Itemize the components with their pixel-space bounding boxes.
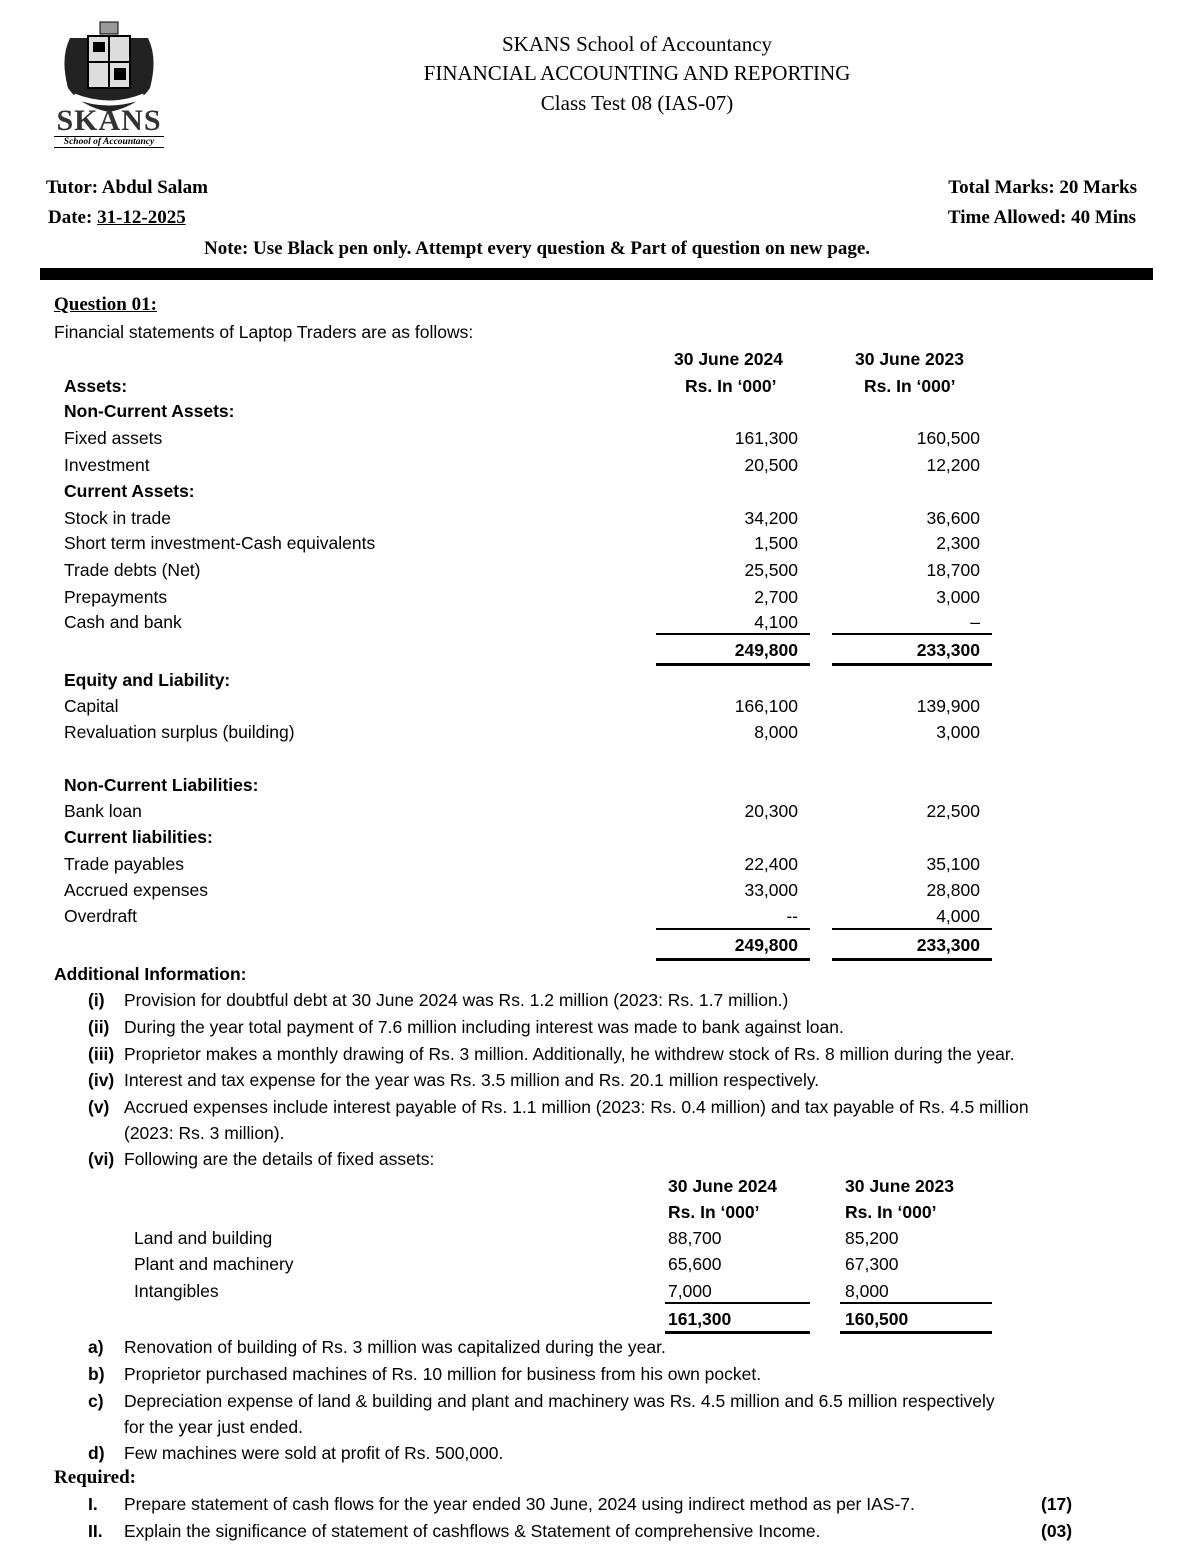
fa-col-2023-date: 30 June 2023: [845, 1176, 954, 1196]
item-text: Proprietor purchased machines of Rs. 10 million for business from his own pocket.: [124, 1364, 762, 1384]
row-value-2024: 33,000: [744, 880, 798, 900]
list-item: [88, 990, 788, 1011]
row-value-2024: 2,700: [754, 587, 798, 607]
row-value-2023: –: [970, 612, 980, 632]
row-value-2024: 166,100: [734, 696, 798, 716]
item-text-continued: (2023: Rs. 3 million).: [124, 1123, 285, 1143]
row-value-2023: 67,300: [845, 1254, 899, 1274]
row-label: Plant and machinery: [134, 1254, 294, 1274]
total-2024: 249,800: [734, 935, 798, 955]
assets-label: Assets:: [64, 376, 128, 396]
list-item: [88, 1391, 995, 1412]
item-number: a): [88, 1337, 104, 1357]
list-item: [88, 1149, 434, 1170]
item-text: During the year total payment of 7.6 million including interest was made to bank against loan.: [124, 1017, 844, 1037]
row-value-2023: 4,000: [936, 906, 980, 926]
logo-name: SKANS: [56, 104, 162, 137]
total-rule: [832, 928, 992, 930]
list-item: [88, 1337, 666, 1358]
row-value-2024: 65,600: [668, 1254, 722, 1274]
total-rule: [832, 663, 992, 666]
col-2024-date: 30 June 2024: [674, 349, 783, 369]
ncl-label: Non-Current Liabilities:: [64, 775, 259, 795]
item-text: Explain the significance of statement of cashflows & Statement of comprehensive Income.: [124, 1521, 821, 1541]
test-date: [48, 207, 186, 229]
item-text: Prepare statement of cash flows for the year ended 30 June, 2024 using indirect method as per IAS-7.: [124, 1494, 915, 1514]
col-2023-unit: Rs. In ‘000’: [864, 376, 956, 396]
total-2024: 249,800: [734, 640, 798, 660]
school-name: SKANS School of Accountancy: [501, 32, 773, 56]
current-assets-label: Current Assets:: [64, 481, 195, 501]
fa-col-2024-date: 30 June 2024: [668, 1176, 777, 1196]
item-number: d): [88, 1443, 105, 1463]
list-item: [88, 1364, 761, 1385]
item-text: Proprietor makes a monthly drawing of Rs. 3 million. Additionally, he withdrew stock of Rs. 8 million during the year.: [124, 1044, 1015, 1064]
list-item: [88, 1070, 819, 1091]
row-value-2024: 25,500: [744, 560, 798, 580]
row-label: Trade debts (Net): [64, 560, 201, 580]
row-label: Bank loan: [64, 801, 142, 821]
row-value-2023: 160,500: [916, 428, 980, 448]
row-value-2023: 85,200: [845, 1228, 899, 1248]
total-2023: 160,500: [845, 1309, 909, 1329]
row-value-2023: 12,200: [926, 455, 980, 475]
row-label: Trade payables: [64, 854, 184, 874]
row-value-2024: 161,300: [734, 428, 798, 448]
item-number: (iv): [88, 1070, 115, 1090]
row-value-2024: 34,200: [744, 508, 798, 528]
row-label: Land and building: [134, 1228, 273, 1248]
row-value-2023: 35,100: [926, 854, 980, 874]
total-rule: [656, 633, 810, 635]
row-label: Stock in trade: [64, 508, 171, 528]
row-label: Fixed assets: [64, 428, 163, 448]
col-2024-unit: Rs. In ‘000’: [685, 376, 777, 396]
row-value-2024: 7,000: [668, 1281, 712, 1301]
row-label: Cash and bank: [64, 612, 182, 632]
row-value-2024: 88,700: [668, 1228, 722, 1248]
item-number: I.: [88, 1494, 98, 1514]
row-value-2023: 36,600: [926, 508, 980, 528]
total-2023: 233,300: [916, 640, 980, 660]
row-label: Accrued expenses: [64, 880, 208, 900]
row-label: Short term investment-Cash equivalents: [64, 533, 376, 553]
total-rule: [656, 663, 810, 666]
item-text: Few machines were sold at profit of Rs. 500,000.: [124, 1443, 504, 1463]
total-rule: [656, 928, 810, 930]
item-number: (vi): [88, 1149, 115, 1169]
total-rule: [665, 1331, 810, 1334]
logo-tagline: School of Accountancy: [54, 136, 164, 148]
cl-label: Current liabilities:: [64, 827, 213, 847]
row-value-2023: 3,000: [936, 587, 980, 607]
non-current-assets-label: Non-Current Assets:: [64, 401, 235, 421]
item-text: Following are the details of fixed assets:: [124, 1149, 435, 1169]
row-label: Prepayments: [64, 587, 168, 607]
marks: (17): [1041, 1494, 1073, 1514]
fa-col-2024-unit: Rs. In ‘000’: [668, 1202, 760, 1222]
item-number: II.: [88, 1521, 103, 1541]
item-text: Depreciation expense of land & building and plant and machinery was Rs. 4.5 million and 6.5 million respectively: [124, 1391, 995, 1411]
total-rule: [665, 1302, 810, 1304]
list-item: [88, 1017, 844, 1038]
list-item: [88, 1097, 1029, 1118]
row-value-2024: 8,000: [754, 722, 798, 742]
item-number: b): [88, 1364, 105, 1384]
list-item: [88, 1443, 503, 1464]
time-allowed: Time Allowed: 40 Mins: [947, 207, 1136, 228]
item-text: Provision for doubtful debt at 30 June 2024 was Rs. 1.2 million (2023: Rs. 1.7 million.): [124, 990, 789, 1010]
total-2024: 161,300: [668, 1309, 732, 1329]
test-title: Class Test 08 (IAS-07): [540, 91, 734, 115]
row-label: Investment: [64, 455, 150, 475]
row-label: Revaluation surplus (building): [64, 722, 295, 742]
row-label: Overdraft: [64, 906, 137, 926]
item-text: Accrued expenses include interest payable of Rs. 1.1 million (2023: Rs. 0.4 million) and tax payable of Rs. 4.5 million: [124, 1097, 1029, 1117]
item-number: c): [88, 1391, 104, 1411]
item-number: (iii): [88, 1044, 115, 1064]
item-number: (i): [88, 990, 105, 1010]
col-2023-date: 30 June 2023: [855, 349, 964, 369]
question-title: Question 01:: [54, 294, 157, 315]
row-value-2023: 2,300: [936, 533, 980, 553]
equity-label: Equity and Liability:: [64, 670, 231, 690]
total-rule: [656, 958, 810, 961]
item-text-continued: for the year just ended.: [124, 1417, 303, 1437]
header-divider: [40, 268, 1153, 280]
total-marks: Total Marks: 20 Marks: [948, 177, 1137, 198]
row-label: Capital: [64, 696, 119, 716]
list-item: [88, 1044, 1015, 1065]
row-value-2023: 8,000: [845, 1281, 889, 1301]
row-value-2023: 139,900: [916, 696, 980, 716]
total-rule: [832, 633, 992, 635]
date-value: 31-12-2025: [97, 207, 186, 228]
list-item: [88, 1494, 915, 1515]
tutor-name: Tutor: Abdul Salam: [46, 177, 208, 198]
fa-col-2023-unit: Rs. In ‘000’: [845, 1202, 937, 1222]
date-label: Date:: [48, 207, 93, 228]
total-rule: [840, 1302, 992, 1304]
item-text: Interest and tax expense for the year was Rs. 3.5 million and Rs. 20.1 million respectively.: [124, 1070, 820, 1090]
row-label: Intangibles: [134, 1281, 219, 1301]
row-value-2023: 28,800: [926, 880, 980, 900]
row-value-2024: 20,300: [744, 801, 798, 821]
subject-title: FINANCIAL ACCOUNTING AND REPORTING: [423, 61, 851, 85]
row-value-2023: 22,500: [926, 801, 980, 821]
list-item: [88, 1521, 820, 1542]
item-number: (v): [88, 1097, 110, 1117]
row-value-2023: 3,000: [936, 722, 980, 742]
total-rule: [840, 1331, 992, 1334]
total-rule: [832, 958, 992, 961]
row-value-2024: 4,100: [754, 612, 798, 632]
item-text: Renovation of building of Rs. 3 million was capitalized during the year.: [124, 1337, 666, 1357]
required-title: Required:: [54, 1467, 136, 1488]
row-value-2024: 20,500: [744, 455, 798, 475]
additional-info-title: Additional Information:: [54, 964, 247, 984]
item-number: (ii): [88, 1017, 110, 1037]
exam-note: Note: Use Black pen only. Attempt every question & Part of question on new page.: [204, 238, 871, 259]
total-2023: 233,300: [916, 935, 980, 955]
row-value-2024: --: [786, 906, 798, 926]
question-intro: Financial statements of Laptop Traders are as follows:: [54, 322, 474, 342]
marks: (03): [1041, 1521, 1073, 1541]
row-value-2024: 22,400: [744, 854, 798, 874]
row-value-2023: 18,700: [926, 560, 980, 580]
row-value-2024: 1,500: [754, 533, 798, 553]
